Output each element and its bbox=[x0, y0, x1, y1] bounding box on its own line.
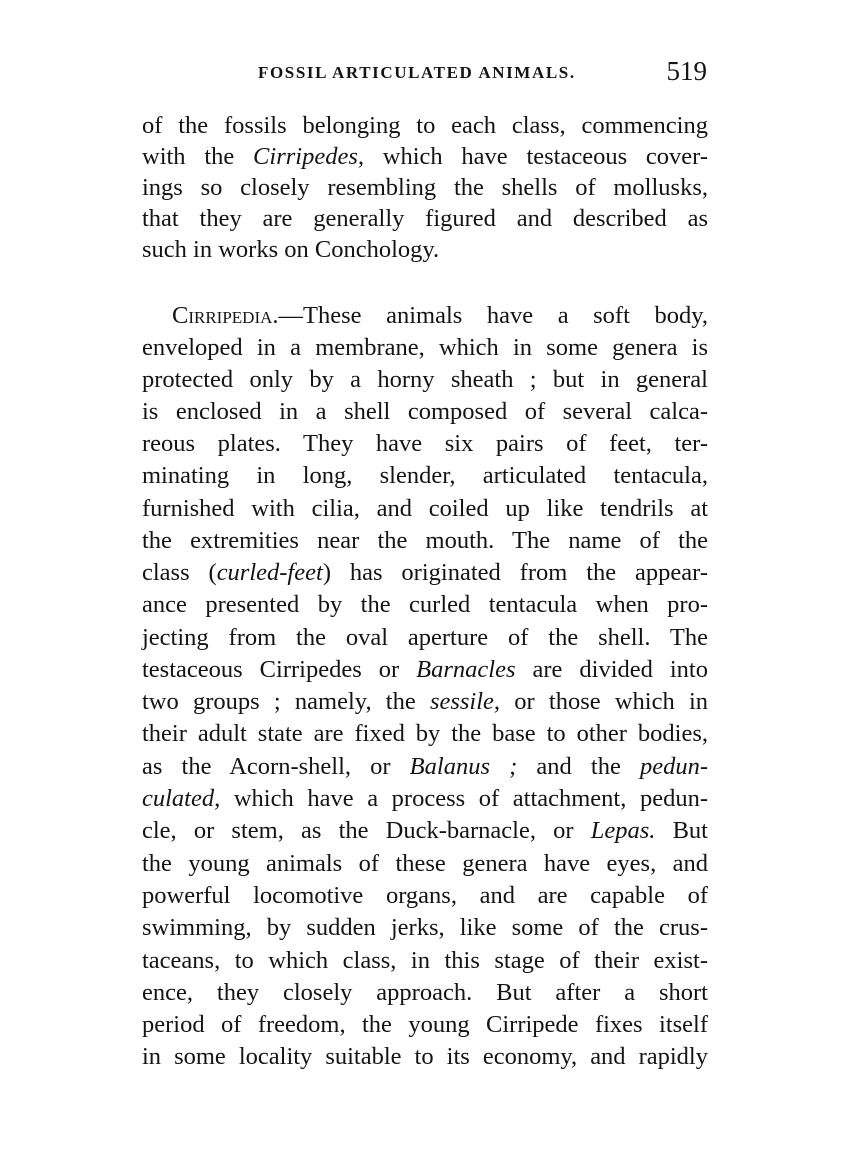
text-line: jecting from the oval aperture of the shell. The bbox=[142, 624, 708, 651]
running-head bbox=[140, 56, 710, 96]
text-line: Cirripedia.—These animals have a soft body, bbox=[172, 302, 708, 329]
text-line: swimming, by sudden jerks, like some of the crus- bbox=[142, 914, 708, 941]
text-line: ence, they closely approach. But after a short bbox=[142, 979, 708, 1006]
text-line: that they are generally figured and described as bbox=[142, 205, 708, 232]
text-line: the young animals of these genera have eyes, and bbox=[142, 850, 708, 877]
text-line: period of freedom, the young Cirripede fixes itself bbox=[142, 1011, 708, 1038]
text-line: furnished with cilia, and coiled up like tendrils at bbox=[142, 495, 708, 522]
text-line: protected only by a horny sheath ; but in general bbox=[142, 366, 708, 393]
text-line: two groups ; namely, the sessile, or those which in bbox=[142, 688, 708, 715]
text-line: their adult state are fixed by the base to other bodies, bbox=[142, 720, 708, 747]
text-line: taceans, to which class, in this stage of their exist- bbox=[142, 947, 708, 974]
text-line: in some locality suitable to its economy, and rapidly bbox=[142, 1043, 708, 1070]
text-line: powerful locomotive organs, and are capable of bbox=[142, 882, 708, 909]
text-line: minating in long, slender, articulated tentacula, bbox=[142, 462, 708, 489]
text-line: class (curled-feet) has originated from the appear- bbox=[142, 559, 708, 586]
text-line: the extremities near the mouth. The name of the bbox=[142, 527, 708, 554]
text-line: as the Acorn-shell, or Balanus ; and the pedun- bbox=[142, 753, 708, 780]
running-title: FOSSIL ARTICULATED ANIMALS. bbox=[258, 63, 576, 82]
text-line: such in works on Conchology. bbox=[142, 236, 440, 263]
text-line: testaceous Cirripedes or Barnacles are divided into bbox=[142, 656, 708, 683]
text-line: enveloped in a membrane, which in some genera is bbox=[142, 334, 708, 361]
text-line: is enclosed in a shell composed of several calca- bbox=[142, 398, 708, 425]
text-line: culated, which have a process of attachment, pedun- bbox=[142, 785, 708, 812]
text-line: with the Cirripedes, which have testaceous cover- bbox=[142, 143, 708, 170]
text-line: ings so closely resembling the shells of mollusks, bbox=[142, 174, 708, 201]
text-line: cle, or stem, as the Duck-barnacle, or Lepas. But bbox=[142, 817, 708, 844]
text-line: of the fossils belonging to each class, commencing bbox=[142, 112, 708, 139]
text-line: reous plates. They have six pairs of feet, ter- bbox=[142, 430, 708, 457]
page-number: 519 bbox=[666, 56, 707, 86]
section-lead: Cirripedia. bbox=[172, 302, 279, 329]
text-line: ance presented by the curled tentacula when pro- bbox=[142, 591, 708, 618]
